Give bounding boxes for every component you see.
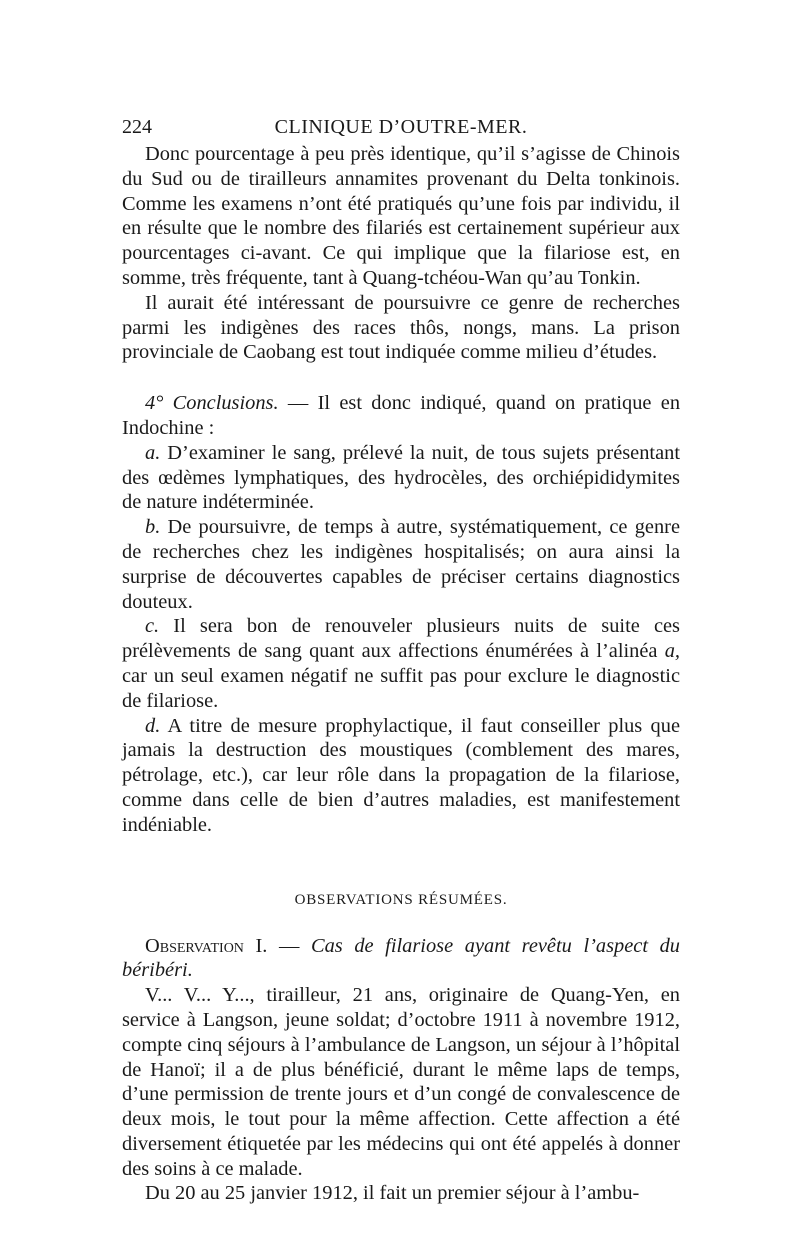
item-letter: b. — [145, 516, 161, 539]
section-title: OBSERVATIONS RÉSUMÉES. — [294, 891, 508, 908]
page-number: 224 — [122, 116, 152, 138]
intro-paragraph-1: Donc pourcentage à peu près identique, qu’il s’agisse de Chinois du Sud ou de tirailleurs annamites provenant du Delta tonkinois. Comme les examens n’ont été pratiqués qu’une fois par individu, il en résulte que le nombre des filariés est certainement supérieur aux pourcentages ci-avant. Ce qui implique que la filariose est, en somme, très fréquente, tant à Quang-tchéou-Wan qu’au Tonkin. — [122, 143, 680, 289]
intro-paragraph-2: Il aurait été intéressant de poursuivre ce genre de recherches parmi les indigènes des races thôs, nongs, mans. La prison provinciale de Caobang est tout indiquée comme milieu d’études. — [122, 291, 680, 364]
item-letter: d. — [145, 714, 161, 737]
observation-paragraph-2: Du 20 au 25 janvier 1912, il fait un premier séjour à l’ambu- — [145, 1182, 640, 1205]
conclusion-item-d — [122, 714, 680, 838]
conclusion-item-c — [122, 614, 680, 713]
page-header — [122, 108, 680, 142]
item-text: car un seul examen négatif ne suffit pas pour exclure le diagnostic de filariose. — [122, 664, 680, 712]
conclusions-paragraph — [122, 391, 680, 441]
observation-paragraph-1: V... V... Y..., tirailleur, 21 ans, originaire de Quang-Yen, en service à Langson, jeune soldat; d’octobre 1911 à novembre 1912, compte cinq séjours à l’ambulance de Langson, un séjour à l’hôpital de Hanoï; il a de plus bénéficié, durant le même laps de temps, d’une permission de trente jours et d’un congé de convalescence de deux mois, le tout pour la même affection. Cette affection a été diversement étiquetée par les médecins qui ont été appelés à donner des soins à ce malade. — [122, 984, 680, 1180]
item-letter: a. — [145, 441, 161, 464]
observation-heading — [122, 934, 680, 984]
item-text: D’examiner le sang, prélevé la nuit, de tous sujets présentant des œdèmes lymphatiques, des hydrocèles, des orchiépididymites de nature indéterminée. — [122, 441, 680, 514]
item-text: Il sera bon de renouveler plusieurs nuits de suite ces prélèvements de sang quant aux affections énumérées à l’alinéa — [122, 615, 680, 663]
observation-label: Observation I. — [145, 934, 268, 957]
spacer — [122, 912, 680, 934]
item-text: De poursuivre, de temps à autre, systématiquement, ce genre de recherches chez les indigènes hospitalisés; on aura ainsi la surprise de découvertes capables de préciser certains diagnostics douteux. — [122, 516, 680, 613]
item-text: A titre de mesure prophylactique, il faut conseiller plus que jamais la destruction des moustiques (comblement des mares, pétrolage, etc.), car leur rôle dans la propagation de la filariose, comme dans celle de bien d’autres maladies, est manifestement indéniable. — [122, 714, 680, 836]
conclusions-heading: 4° Conclusions. — [145, 392, 279, 415]
conclusion-item-b — [122, 515, 680, 614]
book-page — [122, 108, 680, 1206]
observation-dash: — — [267, 934, 311, 957]
spacer — [122, 838, 680, 888]
running-head: CLINIQUE D’OUTRE-MER. — [274, 116, 528, 138]
spacer — [122, 365, 680, 391]
item-reference: a, — [664, 640, 680, 663]
conclusion-item-a — [122, 441, 680, 515]
conclusions-lead: — Il est donc indiqué, quand on pratique en Indochine : — [122, 392, 681, 439]
item-letter: c. — [145, 615, 160, 638]
observation-title: Cas de filariose ayant revêtu l’aspect du béribéri. — [122, 934, 680, 982]
